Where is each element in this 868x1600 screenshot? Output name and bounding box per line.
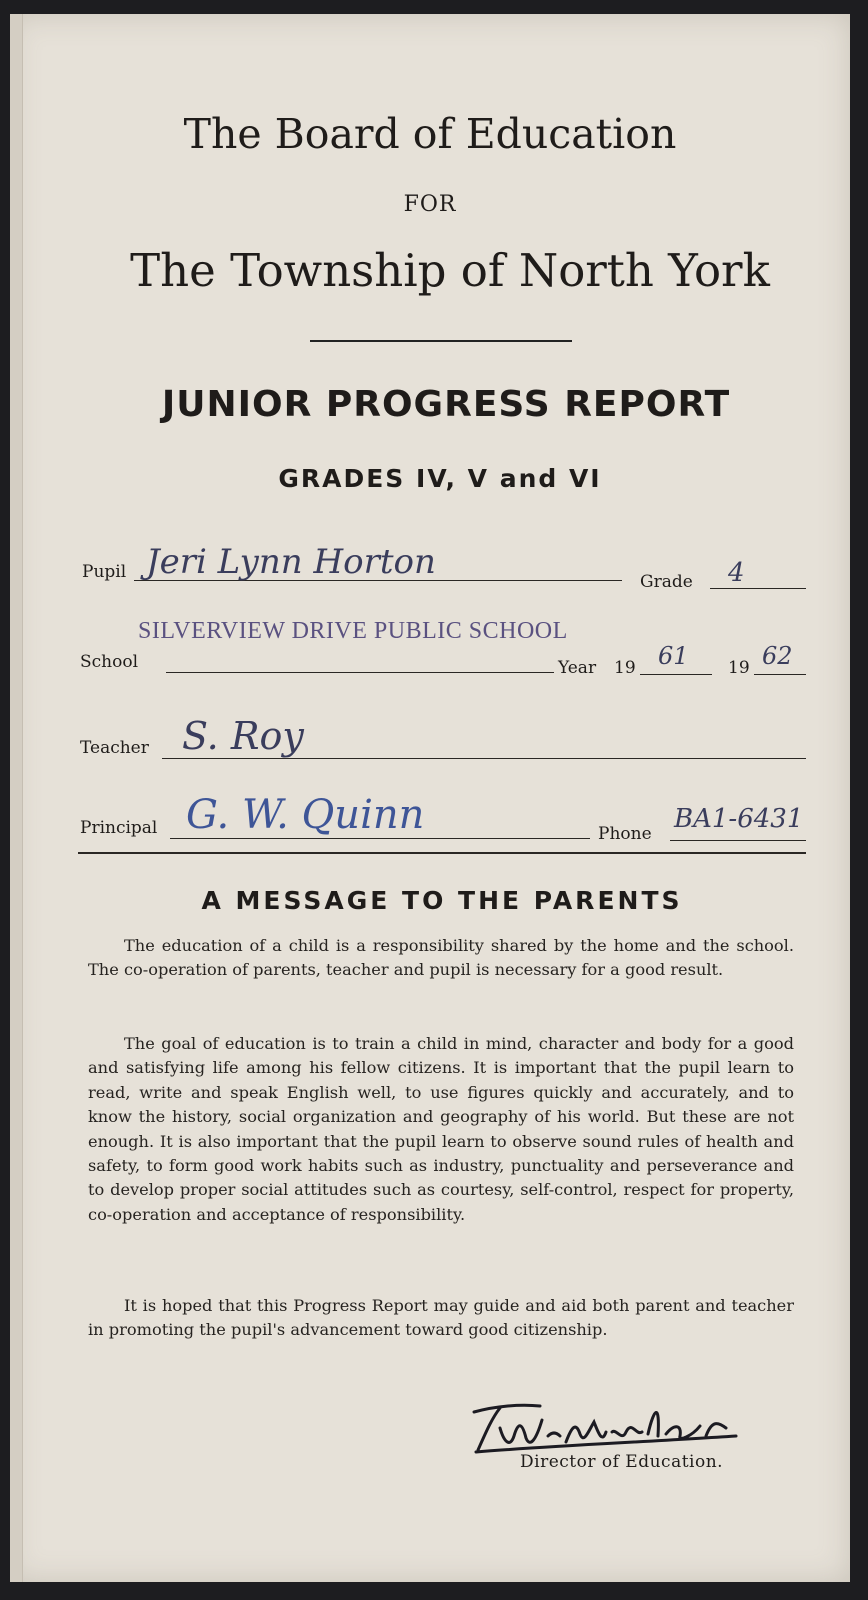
principal-name: G. W. Quinn (186, 792, 425, 838)
phone-line (670, 840, 806, 841)
pupil-name: Jeri Lynn Horton (146, 542, 436, 582)
teacher-line (162, 758, 806, 759)
message-title: A MESSAGE TO THE PARENTS (201, 886, 683, 915)
teacher-label: Teacher (80, 738, 149, 758)
message-paragraph-2: The goal of education is to train a child in mind, character and body for a good and satisfying life among his fellow citizens. It is important that the pupil learn to read, write and speak English well, to use figures quickly and accurately, and to know the history, social organization and geography of his world. But these are not enough. It is also important that the pupil learn to observe sound rules of health and safety, to form good work habits such as industry, punctuality and perseverance and to develop proper social attitudes such as courtesy, self-control, respect for property, co-operation and acceptance of responsibility. (88, 1034, 794, 1224)
year-end-line (754, 674, 806, 675)
page-fold-strip (10, 14, 23, 1582)
teacher-name: S. Roy (182, 714, 304, 758)
form-divider (78, 852, 806, 854)
school-line (166, 672, 554, 673)
grades-subtitle: GRADES IV, V and VI (278, 464, 602, 493)
grade-label: Grade (640, 572, 693, 592)
year-label: Year (558, 658, 597, 678)
school-label: School (80, 652, 139, 672)
principal-label: Principal (80, 818, 158, 838)
message-paragraph-3: It is hoped that this Progress Report may guide and aid both parent and teacher in promoting the pupil's advancement toward good citizenship. (88, 1296, 794, 1340)
year-start-line (640, 674, 712, 675)
report-card-page (10, 14, 850, 1582)
principal-line (170, 838, 590, 839)
message-paragraph-1: The education of a child is a responsibility shared by the home and the school. The co-operation of parents, teacher and pupil is necessary for a good result. (88, 936, 794, 980)
director-title: Director of Education. (520, 1452, 724, 1472)
school-stamp: SILVERVIEW DRIVE PUBLIC SCHOOL (138, 618, 568, 644)
township-title: The Township of North York (130, 244, 770, 297)
board-title: The Board of Education (183, 110, 677, 158)
year-prefix-start: 19 (614, 658, 636, 678)
year-start-value: 61 (658, 642, 689, 670)
report-title: JUNIOR PROGRESS REPORT (161, 384, 731, 425)
phone-value: BA1-6431 (674, 804, 804, 834)
grade-line (710, 588, 806, 589)
for-label: FOR (403, 192, 457, 217)
grade-value: 4 (728, 558, 745, 588)
header-divider (310, 340, 572, 342)
year-prefix-end: 19 (728, 658, 750, 678)
year-end-value: 62 (762, 642, 793, 670)
pupil-label: Pupil (82, 562, 127, 582)
phone-label: Phone (598, 824, 652, 844)
